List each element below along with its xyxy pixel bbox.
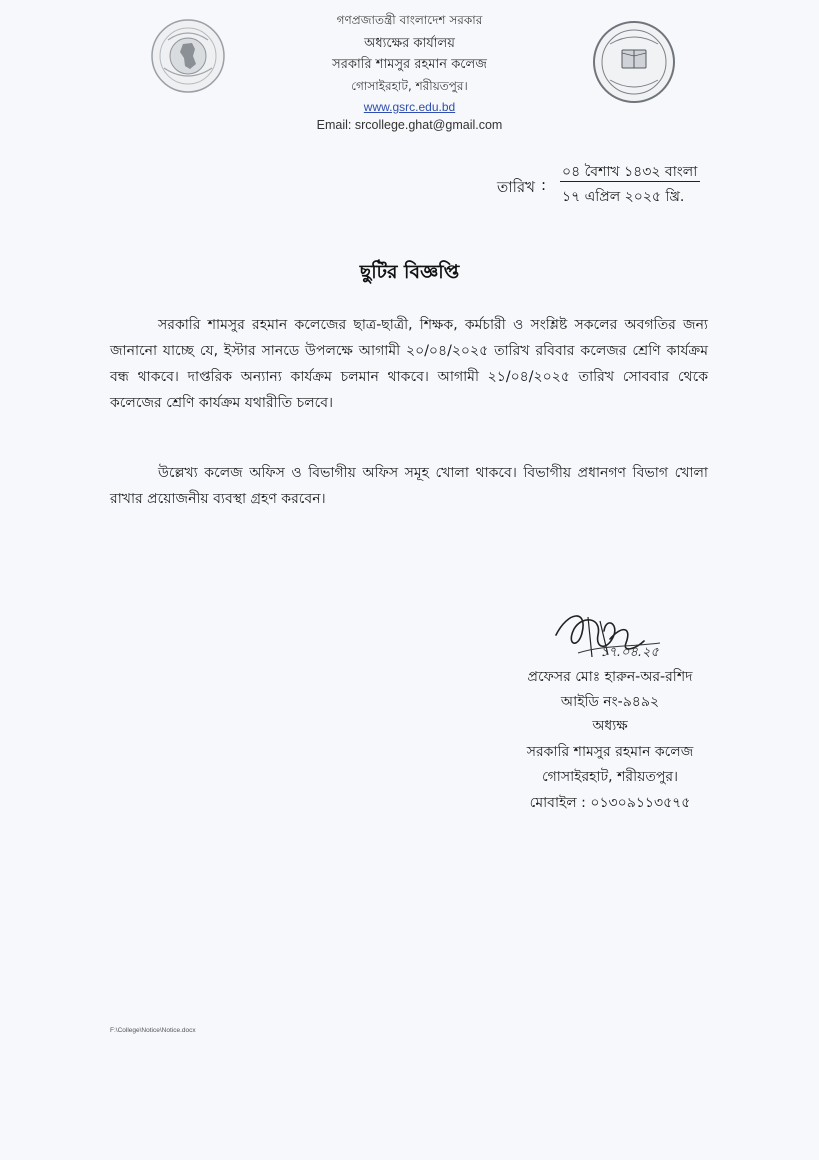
- header-address: গোসাইরহাট, শরীয়তপুর।: [351, 79, 468, 93]
- signatory-name: প্রফেসর মোঃ হারুন-অর-রশিদ: [527, 669, 693, 685]
- header-email: Email: srcollege.ghat@gmail.com: [316, 118, 503, 132]
- header-website-link[interactable]: www.gsrc.edu.bd: [363, 100, 456, 114]
- header-government-line: গণপ্রজাতন্ত্রী বাংলাদেশ সরকার: [336, 13, 483, 27]
- signatory-designation: অধ্যক্ষ: [592, 718, 628, 734]
- notice-title: ছুটির বিজ্ঞপ্তি: [359, 261, 460, 283]
- signatory-id: আইডি নং-৯৪৯২: [560, 694, 660, 710]
- notice-paragraph-2: উল্লেখ্য কলেজ অফিস ও বিভাগীয় অফিস সমূহ খোলা থাকবে। বিভাগীয় প্রধানগণ বিভাগ খোলা রাখার প্রয়োজনীয় ব্যবস্থা গ্রহণ করবেন।: [110, 465, 708, 507]
- footer-file-path: F:\College\Notice\Notice.docx: [110, 1027, 196, 1034]
- signatory-institution: সরকারি শামসুর রহমান কলেজ: [526, 744, 694, 760]
- header-college-name: সরকারি শামসুর রহমান কলেজ: [332, 57, 487, 72]
- date-colon: :: [541, 176, 547, 194]
- signature-date: ১৭.০৪.২৫: [600, 645, 659, 660]
- notice-paragraph-1: সরকারি শামসুর রহমান কলেজের ছাত্র-ছাত্রী, শিক্ষক, কর্মচারী ও সংশ্লিষ্ট সকলের অবগতির জন্য জানানো যাচ্ছে যে, ইস্টার সানডে উপলক্ষে আগামী ২০/০৪/২০২৫ তারিখ রবিবার কলেজর শ্রেণি কার্যক্রম বন্ধ থাকবে। দাপ্তরিক অন্যান্য কার্যক্রম চলমান থাকবে। আগামী ২১/০৪/২০২৫ তারিখ সোববার থেকে কলেজের শ্রেণি কার্যক্রম যথারীতি চলবে।: [110, 317, 708, 411]
- header-office-line: অধ্যক্ষের কার্যালয়: [364, 36, 455, 51]
- date-bangla: ০৪ বৈশাখ ১৪৩২ বাংলা: [562, 164, 698, 180]
- date-label: তারিখ: [497, 178, 535, 196]
- signatory-mobile: মোবাইল : ০১৩০৯১১৩৫৭৫: [529, 795, 691, 811]
- signatory-location: গোসাইরহাট, শরীয়তপুর।: [541, 769, 679, 785]
- date-english: ১৭ এপ্রিল ২০২৫ খ্রি.: [562, 189, 685, 205]
- date-divider: [560, 181, 700, 182]
